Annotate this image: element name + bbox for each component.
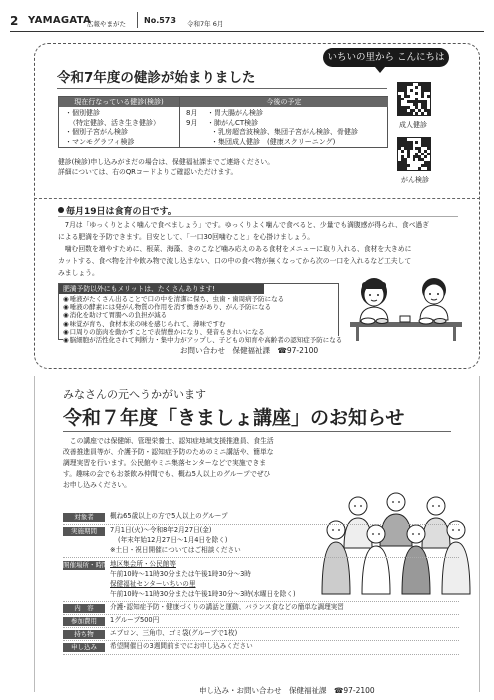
food-paragraph-line: カットする、食べ物を汁や飲み物で流し込まない、口の中の食べ物が無くなってから次の一口を入れるなど工夫して (58, 257, 412, 265)
qr-module (427, 153, 430, 156)
row-divider (63, 557, 459, 558)
row-label-items: 持ち物 (63, 630, 105, 639)
food-day-title: 毎月19日は食育の日です。 (58, 204, 177, 217)
current-checkup-item: ・個別子宮がん検診 (65, 128, 128, 137)
section-badge: いちいの里から こんにちは (323, 48, 449, 67)
brand-subtitle: 広報やまがた (87, 20, 126, 28)
seminar-intro-line: お申し込みください。 (63, 481, 131, 489)
table-header-planned: 今後の予定 (180, 97, 388, 107)
row-value-period: ※土日・祝日開催についてはご相談ください (110, 546, 241, 554)
qr-module (415, 92, 418, 95)
benefit-item: ◉ 口周りの筋肉を動かすことで表情豊かになり、発音もきれいになる (63, 328, 265, 336)
qr-module (415, 86, 418, 89)
row-label-apply: 申し込み (63, 643, 105, 652)
row-value-location: 地区集会所・公民館等 (110, 560, 176, 568)
qr-module (407, 155, 410, 158)
issue-date: 令和7年 6月 (187, 20, 224, 28)
checkup-table (58, 96, 388, 148)
row-value-period: (年末年始12月27日～1月4日を除く) (118, 536, 228, 544)
seminar-intro-line: す。趣味の会でもお茶飲み仲間でも、概ね5人以上のグループでぜひ (63, 470, 271, 478)
header-divider (137, 12, 138, 28)
food-paragraph-line: 噛む回数を増やすために、根菜、海藻、きのこなど噛み応えのある食材をメニューに取り入れる、食材を大きめに (58, 245, 412, 253)
row-value-location: 午前10時～11時30分または午後1時30分～3時(水曜日を除く) (110, 590, 296, 598)
section-divider (34, 198, 480, 199)
current-checkup-item: ・個別健診 (65, 109, 100, 117)
planned-checkup-item: ・集団成人健診 (健康スクリーニング) (211, 137, 336, 146)
seminar-intro-line: 調理実習を行います。公民館やミニ集落センターなどで実施できま (63, 459, 267, 467)
seminar-title: 令和７年度「きましょ講座」のお知らせ (63, 407, 405, 429)
qr-module (427, 95, 430, 98)
adult-checkup-qr-code[interactable] (397, 82, 431, 116)
food-paragraph-line: による肥満を予防できます。目安として、「一口30回噛むこと」を心掛けましょう。 (58, 233, 315, 241)
benefit-item: ◉ 唾液の酵素には発がん物質の作用を消す働きがあり、がん予防になる (63, 303, 271, 311)
current-checkup-item: （特定健診、活き生き健診） (69, 118, 160, 127)
benefits-box (58, 283, 343, 344)
qr-module (410, 89, 413, 92)
page-header (10, 10, 484, 32)
children-eating-illustration (346, 270, 466, 342)
table-divider (179, 97, 180, 147)
seminar-contact-info: 申し込み・お問い合わせ 保健福祉課 ☎97-2100 (199, 686, 375, 695)
seminar-intro-line: 改善推進員等が、介護予防・認知症予防のためのミニ講話や、簡単な (63, 448, 274, 456)
qr-module (410, 83, 413, 86)
qr-caption-cancer: がん検診 (401, 176, 429, 184)
qr-module (415, 112, 418, 115)
checkup-note: 健診(検診)申し込みがまだの場合は、保健福祉課までご連絡ください。 (58, 158, 275, 166)
benefit-item: ◉ 消化を助けて胃腸への負担が減る (63, 311, 167, 319)
qr-module (424, 155, 427, 158)
current-checkup-item: ・マンモグラフィ検診 (65, 137, 135, 146)
row-value-location: 保健福祉センターいちいの里 (110, 580, 196, 588)
checkup-note: 詳細については、右のQRコードよりご確認いただけます。 (58, 168, 238, 176)
row-value-items: エプロン、三角巾、ゴミ袋(グループで1枚) (110, 629, 238, 637)
seminar-title-underline (63, 431, 451, 432)
qr-module (421, 95, 424, 98)
seniors-group-illustration (318, 488, 476, 598)
qr-module (421, 112, 424, 115)
qr-caption-adult: 成人健診 (399, 121, 427, 129)
row-value-location: 午前10時～11時30分または午後1時30分～3時 (110, 570, 251, 578)
issue-number: No.573 (144, 16, 176, 25)
checkup-title: 令和7年度の健診が始まりました (57, 70, 256, 86)
planned-checkup-item: ・乳房超音波検診、集団子宮がん検診、骨健診 (211, 128, 358, 137)
qr-module (427, 89, 430, 92)
row-label-period: 実施期間 (63, 527, 105, 536)
title-underline (57, 88, 387, 89)
benefit-item: ◉ 味覚が育ち、食材本来の味を感じられて、薄味ですむ (63, 320, 226, 328)
food-contact-info: お問い合わせ 保健福祉課 ☎97-2100 (180, 346, 319, 355)
qr-module (401, 98, 404, 101)
qr-module (401, 150, 404, 153)
qr-module (404, 167, 407, 170)
qr-module (415, 141, 418, 144)
qr-module (427, 167, 430, 170)
planned-month: 8月 (186, 109, 198, 117)
row-label-content: 内 容 (63, 604, 105, 613)
seminar-subtitle: みなさんの元へうかがいます (63, 388, 206, 401)
row-value-apply: 希望開催日の3週間前までにお申し込みください (110, 642, 253, 650)
row-value-fee: 1グループ500円 (110, 616, 160, 624)
row-value-content: 介護･認知症予防・健康づくりの講話と運動、バランス食などの簡単な調理実習 (110, 603, 344, 611)
qr-module (410, 112, 413, 115)
planned-checkup-item: ・胃大腸がん検診 (207, 109, 263, 117)
row-value-period: 7月1日(火)～令和8年2月27日(金) (110, 526, 212, 534)
row-divider (63, 654, 459, 655)
seminar-intro-line: この講座では保健師、管理栄養士、認知症地域支援推進員、食生活 (63, 437, 274, 445)
qr-module (427, 112, 430, 115)
row-label-fee: 参加費用 (63, 617, 105, 626)
row-divider (63, 640, 459, 641)
page-number: 2 (10, 14, 19, 28)
row-divider (63, 524, 459, 525)
benefit-item: ◉ 唾液がたくさん出ることで口の中を清潔に保ち、虫歯・歯周病予防になる (63, 295, 284, 303)
benefits-title: 肥満予防以外にもメリットは、たくさんあります! (59, 284, 264, 294)
qr-module (418, 167, 421, 170)
row-divider (63, 614, 459, 615)
food-paragraph-line: 7月は「ゆっくりとよく噛んで食べましょう」です。ゆっくりよく噛んで食べると、少量でも満腹感が得られ、食べ過ぎ (58, 221, 430, 229)
row-label-target: 対象者 (63, 513, 105, 522)
qr-module (407, 164, 410, 167)
food-paragraph-line: みましょう。 (58, 269, 99, 277)
qr-module (427, 147, 430, 150)
qr-module (410, 147, 413, 150)
row-divider (63, 601, 459, 602)
table-header-current: 現在行なっている健診(検診) (59, 97, 179, 107)
benefit-item: ◉ 脳細胞が活性化されて判断力・集中力がアップし、子どもの知育や高齢者の認知症予防になる (63, 336, 342, 344)
planned-checkup-item: ・肺がんCT検診 (207, 118, 259, 127)
row-value-target: 概ね65歳以上の方で5人以上のグループ (110, 512, 228, 520)
cancer-checkup-qr-code[interactable] (397, 137, 431, 171)
brand-name: YAMAGATA (28, 15, 92, 26)
row-divider (63, 627, 459, 628)
food-title-underline (58, 216, 458, 217)
qr-module (413, 158, 416, 161)
qr-module (407, 95, 410, 98)
row-label-location: 開催場所・時間 (63, 561, 109, 569)
planned-month: 9月 (186, 118, 198, 127)
